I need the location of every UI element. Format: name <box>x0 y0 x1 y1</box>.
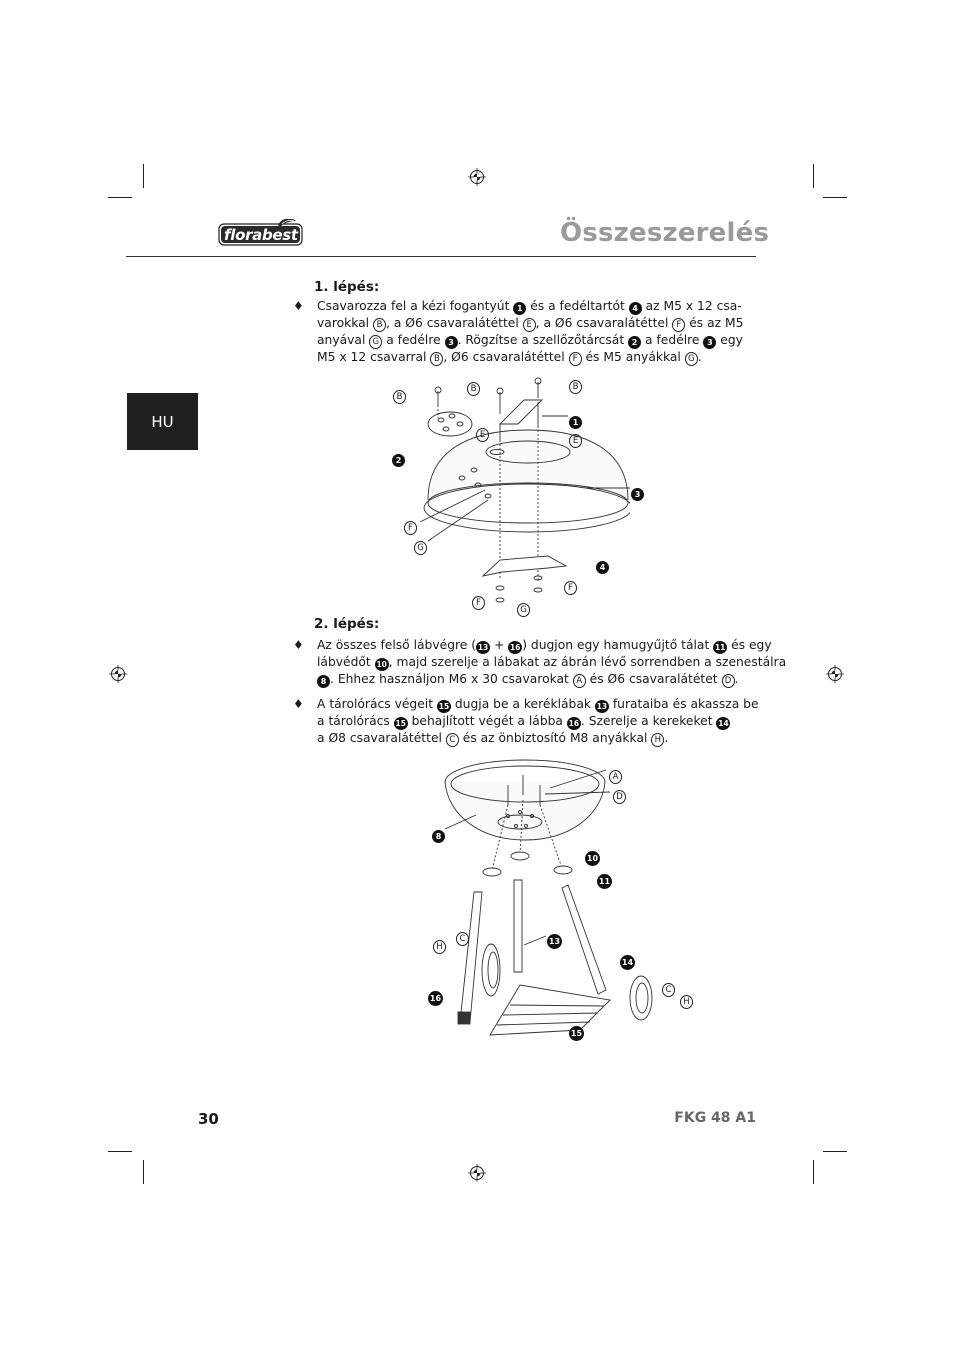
step-2-heading: 2. lépés: <box>314 616 380 632</box>
text-run: , majd szerelje a lábakat az ábrán lévő sorrendben a szenestálra <box>388 655 787 669</box>
part-number-badge: 16 <box>509 643 521 652</box>
callout-16: 16 <box>428 991 443 1006</box>
part-number-badge: 1 <box>513 302 526 315</box>
text-run: . <box>664 731 669 745</box>
header-rule <box>126 256 756 257</box>
text-run: lábvédőt <box>317 655 375 669</box>
text-run: , Ø6 csavaralátéttel <box>443 350 569 364</box>
text-run: M5 x 12 csavarral <box>317 350 431 364</box>
figure-lid-assembly <box>380 370 630 615</box>
step-1-instruction <box>317 298 743 366</box>
text-run: az M5 x 12 csa- <box>641 299 742 313</box>
callout-B: B <box>393 390 406 404</box>
callout-B: B <box>569 380 582 394</box>
part-number-badge: 15 <box>395 719 406 728</box>
text-run: a Ø8 csavaralátéttel <box>317 731 446 745</box>
text-run: a fedélre <box>382 333 445 347</box>
callout-F: F <box>564 581 577 595</box>
fastener-letter-badge: D <box>722 674 735 688</box>
callout-C: C <box>456 932 469 946</box>
callout-10: 10 <box>585 851 600 866</box>
crop-mark <box>823 1151 847 1152</box>
callout-H: H <box>433 940 446 954</box>
callout-D: D <box>613 790 626 804</box>
fastener-letter-badge: G <box>369 335 382 349</box>
page-number: 30 <box>198 1110 219 1128</box>
callout-15: 15 <box>569 1026 584 1041</box>
part-number-badge: 3 <box>445 336 458 349</box>
callout-H: H <box>680 995 693 1009</box>
fastener-letter-badge: B <box>430 352 443 366</box>
part-number-badge: 13 <box>477 643 489 652</box>
instruction-line <box>317 349 743 366</box>
crop-mark <box>143 164 144 188</box>
text-run: . Szerelje a kerekeket <box>580 714 717 728</box>
callout-3: 3 <box>631 488 644 501</box>
fastener-letter-badge: F <box>569 352 582 366</box>
text-run: anyával <box>317 333 370 347</box>
instruction-line <box>317 332 743 349</box>
instruction-line <box>317 671 786 688</box>
bullet-diamond-icon: ♦ <box>293 638 304 652</box>
step-2-instruction-2 <box>317 696 759 747</box>
callout-13: 13 <box>547 934 562 949</box>
bullet-diamond-icon: ♦ <box>293 299 304 313</box>
callout-B: B <box>467 382 480 396</box>
fastener-letter-badge: G <box>685 352 698 366</box>
registration-mark-icon <box>109 665 127 683</box>
callout-G: G <box>414 541 427 555</box>
text-run: és egy <box>727 638 772 652</box>
fastener-letter-badge: H <box>651 733 664 747</box>
brand-logo-text: florabest <box>224 226 298 244</box>
text-run: , a Ø6 csavaralátéttel <box>535 316 673 330</box>
callout-2: 2 <box>392 454 405 467</box>
text-run: furataiba és akassza be <box>608 697 759 711</box>
text-run: A tárolórács végeit <box>317 697 437 711</box>
crop-mark <box>813 164 814 188</box>
fastener-letter-badge: C <box>446 733 459 747</box>
instruction-line <box>317 713 759 730</box>
part-number-badge: 8 <box>317 675 330 688</box>
text-run: és a fedéltartót <box>526 299 629 313</box>
crop-mark <box>108 197 132 198</box>
text-run: . <box>734 672 739 686</box>
fastener-letter-badge: E <box>523 318 536 332</box>
callout-11: 11 <box>597 874 612 889</box>
part-number-badge: 15 <box>438 702 450 711</box>
language-tab: HU <box>127 393 198 450</box>
brand-logo <box>218 219 304 251</box>
text-run: Az összes felső lábvégre ( <box>317 638 477 652</box>
text-run: . Ehhez használjon M6 x 30 csavarokat <box>330 672 573 686</box>
step-2-instruction-1 <box>317 637 786 688</box>
callout-14: 14 <box>620 955 635 970</box>
instruction-line <box>317 696 759 713</box>
registration-mark-icon <box>468 168 486 186</box>
text-run: és Ø6 csavaralátétet <box>585 672 722 686</box>
text-run: Csavarozza fel a kézi fogantyút <box>317 299 514 313</box>
crop-mark <box>143 1160 144 1184</box>
fastener-letter-badge: B <box>373 318 386 332</box>
part-number-badge: 10 <box>376 660 387 669</box>
page-title: Összeszerelés <box>560 218 770 248</box>
callout-E: E <box>569 434 582 448</box>
text-run: a fedélre <box>641 333 704 347</box>
part-number-badge: 14 <box>718 719 729 728</box>
crop-mark <box>813 1160 814 1184</box>
part-number-badge: 2 <box>628 336 641 349</box>
fastener-letter-badge: F <box>672 318 685 332</box>
crop-mark <box>823 197 847 198</box>
part-number-badge: 11 <box>714 643 726 652</box>
callout-8: 8 <box>432 830 445 843</box>
text-run: , a Ø6 csavaralátéttel <box>386 316 523 330</box>
part-number-badge: 16 <box>568 719 580 728</box>
text-run: varokkal <box>317 316 374 330</box>
fastener-letter-badge: A <box>573 674 586 688</box>
bullet-diamond-icon: ♦ <box>293 697 304 711</box>
crop-mark <box>108 1151 132 1152</box>
instruction-line <box>317 315 743 332</box>
text-run: ) dugjon egy hamugyűjtő tálat <box>522 638 714 652</box>
instruction-line <box>317 654 786 671</box>
part-number-badge: 3 <box>703 336 716 349</box>
callout-C: C <box>662 983 675 997</box>
model-number: FKG 48 A1 <box>674 1110 756 1126</box>
text-run: és az M5 <box>685 316 744 330</box>
text-run: a tárolórács <box>317 714 394 728</box>
text-run: . Rögzítse a szellőzőtárcsát <box>457 333 629 347</box>
callout-A: A <box>609 770 622 784</box>
text-run: és az önbiztosító M8 anyákkal <box>458 731 652 745</box>
step-1-heading: 1. lépés: <box>314 279 380 295</box>
figure-leg-assembly <box>420 755 700 1040</box>
callout-F: F <box>472 596 485 610</box>
part-number-badge: 4 <box>629 302 642 315</box>
callout-4: 4 <box>596 561 609 574</box>
instruction-line <box>317 637 786 654</box>
callout-E: E <box>476 428 489 442</box>
text-run: + <box>490 638 509 652</box>
callout-1: 1 <box>569 416 582 429</box>
callout-G: G <box>517 603 530 617</box>
text-run: behajlított végét a lábba <box>407 714 567 728</box>
registration-mark-icon <box>826 665 844 683</box>
text-run: és M5 anyákkal <box>581 350 685 364</box>
part-number-badge: 13 <box>596 702 608 711</box>
instruction-line <box>317 298 743 315</box>
text-run: egy <box>716 333 743 347</box>
instruction-line <box>317 730 759 747</box>
text-run: dugja be a keréklábak <box>450 697 595 711</box>
registration-mark-icon <box>468 1164 486 1182</box>
text-run: . <box>697 350 702 364</box>
callout-F: F <box>404 521 417 535</box>
